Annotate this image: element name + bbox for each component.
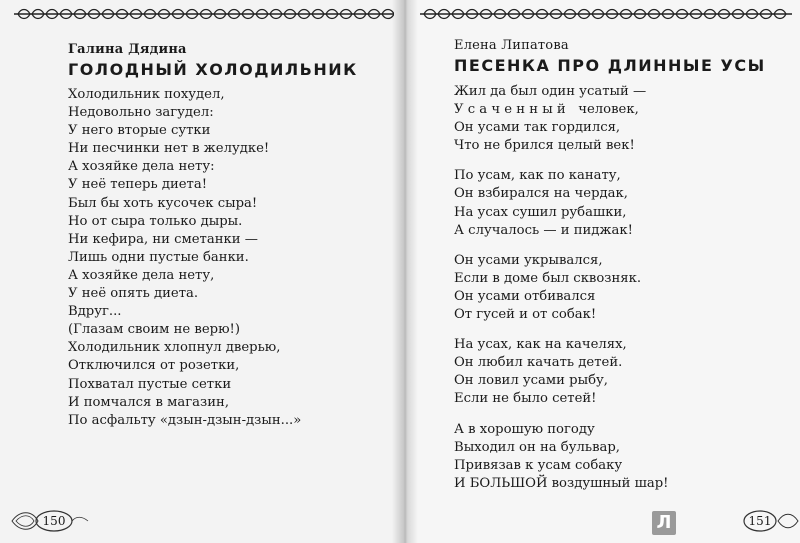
stanza-gap (454, 240, 668, 252)
poem-body (68, 86, 301, 430)
top-ornament-left (14, 7, 394, 21)
poem-body (454, 83, 668, 493)
poem-line: По асфальту «дзын-дзын-дзын...» (68, 412, 302, 428)
poem-line: На усах сушил рубашки, (454, 204, 627, 220)
poem-line: У с а ч е н н ы й человек, (454, 102, 639, 118)
poem-line: И БОЛЬШОЙ воздушный шар! (454, 475, 669, 491)
poem-line: А в хорошую погоду (454, 421, 595, 437)
poem-line: А хозяйке дела нету: (68, 159, 215, 175)
poem-line: Если не было сетей! (454, 391, 597, 407)
poem-line: У неё опять диета. (68, 286, 199, 302)
poem-line: Он усами так гордился, (454, 120, 621, 136)
page-number: 151 (748, 514, 772, 528)
poem-line: (Глазам своим не верю!) (68, 322, 240, 338)
poem-line: Ни песчинки нет в желудке! (68, 141, 270, 157)
stanza-gap (454, 155, 668, 167)
poem-line: Если в доме был сквозняк. (454, 270, 642, 286)
poem-line: А хозяйке дела нету, (68, 267, 215, 283)
poem-line: Он ловил усами рыбу, (454, 373, 608, 389)
poem-line: Был бы хоть кусочек сыра! (68, 195, 258, 211)
poem-line: Похватал пустые сетки (68, 376, 232, 392)
labirint-logo-icon: Л (652, 511, 676, 535)
poem-line: Что не брился целый век! (454, 138, 635, 154)
poem-line: Холодильник хлопнул дверью, (68, 340, 281, 356)
poem-line: У него вторые сутки (68, 123, 211, 139)
poem-line: А случалось — и пиджак! (454, 222, 633, 238)
poem-line: Отключился от розетки, (68, 358, 240, 374)
poem-line: Он усами отбивался (454, 288, 596, 304)
poem-line: Вдруг... (68, 304, 122, 320)
author-name: Галина Дядина (68, 42, 187, 57)
stanza-gap (454, 324, 668, 336)
poem-title: ГОЛОДНЫЙ ХОЛОДИЛЬНИК (68, 60, 358, 79)
show-through-text (300, 44, 304, 60)
page-number: 150 (42, 514, 66, 528)
author-name: Елена Липатова (454, 38, 569, 53)
poem-line: Но от сыра только дыры. (68, 213, 243, 229)
poem-line: Привязав к усам собаку (454, 457, 623, 473)
top-ornament-right (420, 7, 792, 21)
poem-line: Жил да был один усатый — (454, 84, 647, 99)
stanza-gap (454, 409, 668, 421)
poem-line: На усах, как на качелях, (454, 337, 627, 353)
poem-line: Холодильник похудел, (68, 87, 225, 102)
poem-line: Ни кефира, ни сметанки — (68, 231, 258, 247)
poem-line: Он усами укрывался, (454, 252, 603, 268)
right-page (404, 0, 800, 543)
poem-line: По усам, как по канату, (454, 168, 621, 184)
poem-line: У неё теперь диета! (68, 177, 207, 193)
poem-line: Он взбирался на чердак, (454, 186, 628, 202)
poem-line: Он любил качать детей. (454, 355, 623, 371)
poem-line: И помчался в магазин, (68, 394, 230, 410)
poem-line: Недовольно загудел: (68, 105, 214, 121)
poem-title: ПЕСЕНКА ПРО ДЛИННЫЕ УСЫ (454, 56, 766, 75)
poem-line: От гусей и от собак! (454, 307, 597, 323)
poem-line: Выходил он на бульвар, (454, 439, 620, 455)
poem-line: Лишь одни пустые банки. (68, 249, 249, 265)
